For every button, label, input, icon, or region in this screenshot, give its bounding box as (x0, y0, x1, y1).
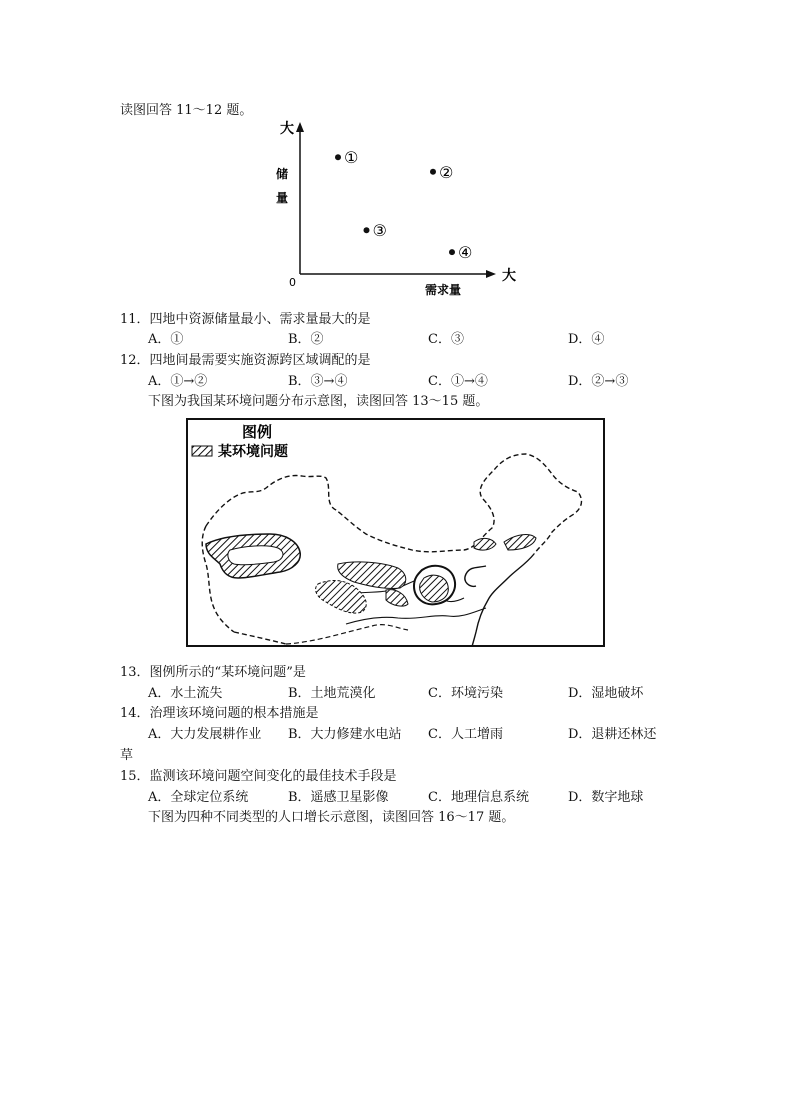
q15-option-c[interactable]: C．地理信息系统 (428, 790, 529, 805)
legend-hatch-swatch (192, 446, 212, 456)
q14-option-a[interactable]: A．大力发展耕作业 (148, 727, 262, 742)
q14-option-d-wrap: 草 (120, 748, 134, 763)
q11-stem: 11．四地中资源储量最小、需求量最大的是 (120, 312, 371, 327)
intro-13-15: 下图为我国某环境问题分布示意图，读图回答 13～15 题。 (148, 394, 489, 409)
q13-option-d[interactable]: D．湿地破坏 (568, 686, 644, 701)
q15-stem: 15．监测该环境问题空间变化的最佳技术手段是 (120, 769, 397, 784)
q14-stem: 14．治理该环境问题的根本措施是 (120, 706, 319, 721)
q12-stem: 12．四地间最需要实施资源跨区域调配的是 (120, 353, 371, 368)
area-loess (420, 575, 449, 602)
q14-option-b[interactable]: B．大力修建水电站 (288, 727, 402, 742)
point-1 (335, 154, 341, 160)
q11-option-b[interactable]: B．② (288, 332, 324, 347)
area-tarim-inner (228, 546, 283, 565)
intro-11-12: 读图回答 11～12 题。 (120, 103, 253, 118)
q15-option-d[interactable]: D．数字地球 (568, 790, 644, 805)
point-label-1: ① (344, 148, 359, 168)
q15-option-a[interactable]: A．全球定位系统 (148, 790, 249, 805)
q12-option-d[interactable]: D．②→③ (568, 374, 629, 389)
q14-option-d[interactable]: D．退耕还林还 (568, 727, 657, 742)
q11-option-c[interactable]: C．③ (428, 332, 464, 347)
q14-option-c[interactable]: C．人工增雨 (428, 727, 503, 742)
y-end-label: 大 (280, 121, 294, 137)
q15-option-b[interactable]: B．遥感卫星影像 (288, 790, 389, 805)
legend-title: 图例 (242, 423, 273, 441)
point-3 (364, 227, 370, 233)
point-label-4: ④ (458, 243, 473, 263)
x-end-label: 大 (502, 268, 516, 284)
q11-option-a[interactable]: A．① (148, 332, 184, 347)
q11-option-d[interactable]: D．④ (568, 332, 605, 347)
point-2 (430, 169, 436, 175)
point-label-2: ② (439, 162, 454, 182)
point-label-3: ③ (372, 221, 387, 241)
china-environment-map (186, 418, 606, 648)
q12-option-c[interactable]: C．①→④ (428, 374, 488, 389)
storage-demand-chart (260, 118, 520, 300)
x-axis-label: 需求量 (424, 283, 462, 297)
q13-stem: 13．图例所示的“某环境问题”是 (120, 665, 306, 680)
y-axis-label-char-1: 储 (275, 167, 289, 181)
legend-item-label: 某环境问题 (218, 444, 288, 460)
q13-option-a[interactable]: A．水土流失 (148, 686, 223, 701)
q12-option-a[interactable]: A．①→② (148, 374, 208, 389)
q12-option-b[interactable]: B．③→④ (288, 374, 348, 389)
y-axis-arrow (296, 122, 304, 132)
x-axis-arrow (486, 270, 496, 278)
origin-label: 0 (289, 276, 296, 289)
q13-option-c[interactable]: C．环境污染 (428, 686, 503, 701)
point-4 (449, 249, 455, 255)
intro-16-17: 下图为四种不同类型的人口增长示意图，读图回答 16～17 题。 (148, 810, 515, 825)
q13-option-b[interactable]: B．土地荒漠化 (288, 686, 376, 701)
y-axis-label-char-2: 量 (275, 191, 289, 205)
